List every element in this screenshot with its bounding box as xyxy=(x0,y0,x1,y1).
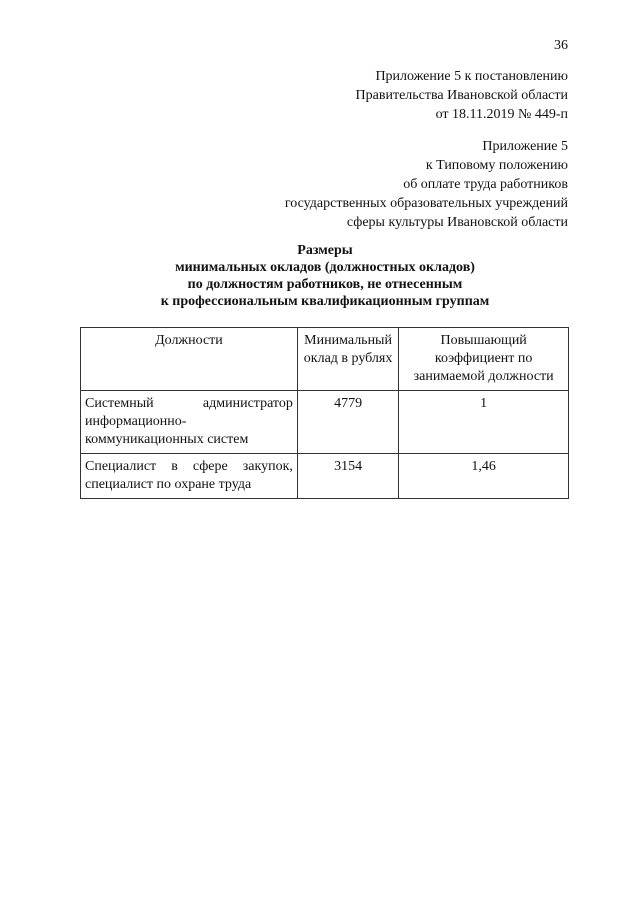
salary-table xyxy=(80,327,569,499)
cell-coefficient: 1,46 xyxy=(399,454,569,499)
document-heading xyxy=(80,242,570,310)
page-number: 36 xyxy=(554,38,568,53)
appendix-regulation-line: об оплате труда работников xyxy=(403,177,568,192)
appendix-resolution-reference xyxy=(356,67,568,124)
appendix-regulation-line: сферы культуры Ивановской области xyxy=(346,215,568,230)
table-header-row xyxy=(81,328,569,391)
cell-min-salary: 3154 xyxy=(297,454,398,499)
appendix-regulation-line: Приложение 5 xyxy=(482,139,568,154)
cell-position: Системный администратор информационно-коммуникационных систем xyxy=(81,391,298,454)
appendix-regulation-reference xyxy=(285,137,568,232)
header-min-salary: Минимальный оклад в рублях xyxy=(297,328,398,391)
header-position: Должности xyxy=(81,328,298,391)
heading-line: Размеры xyxy=(297,243,353,258)
appendix-resolution-line: Правительства Ивановской области xyxy=(355,88,568,103)
appendix-resolution-line: Приложение 5 к постановлению xyxy=(375,69,568,84)
cell-min-salary: 4779 xyxy=(297,391,398,454)
appendix-regulation-line: государственных образовательных учреждений xyxy=(284,196,568,211)
header-coefficient: Повышающий коэффициент по занимаемой должности xyxy=(399,328,569,391)
appendix-regulation-line: к Типовому положению xyxy=(425,158,568,173)
heading-line: по должностям работников, не отнесенным xyxy=(187,277,463,292)
heading-line: к профессиональным квалификационным группам xyxy=(160,294,490,309)
table-row xyxy=(81,391,569,454)
cell-coefficient: 1 xyxy=(399,391,569,454)
cell-position: Специалист в сфере закупок, специалист по охране труда xyxy=(81,454,298,499)
table-row xyxy=(81,454,569,499)
appendix-resolution-line: от 18.11.2019 № 449-п xyxy=(435,107,568,122)
heading-line: минимальных окладов (должностных окладов) xyxy=(175,260,475,275)
